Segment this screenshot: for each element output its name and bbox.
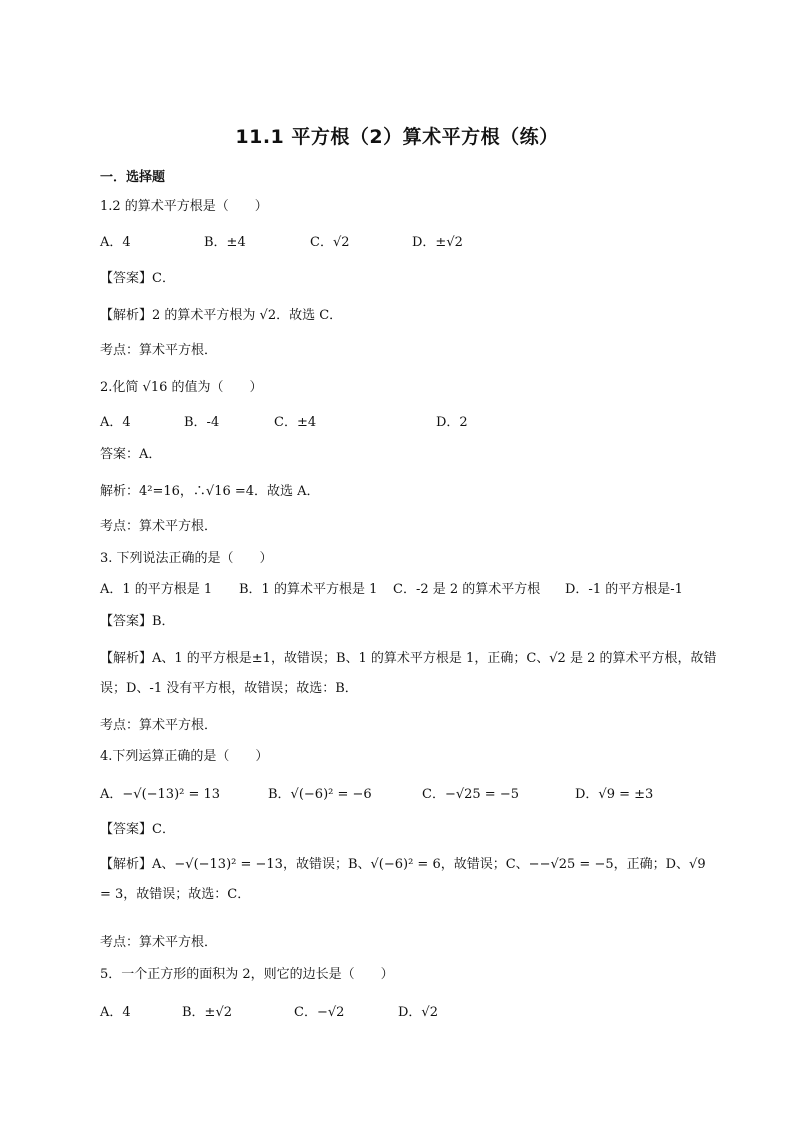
page-title: 11.1 平方根（2）算术平方根（练） <box>235 126 559 148</box>
q1-option-d: D．±√2 <box>412 235 463 250</box>
q3-option-b: B．1 的算术平方根是 1 <box>239 582 378 597</box>
q3-option-d: D．-1 的平方根是-1 <box>565 582 683 597</box>
q3-option-a: A．1 的平方根是 1 <box>100 582 213 597</box>
q2-stem: 2.化简 √16 的值为（ ） <box>100 380 263 395</box>
q2-options <box>100 414 700 432</box>
q2-answer: 答案：A． <box>100 447 162 462</box>
q4-option-a: A．−√(−13)² = 13 <box>100 787 221 802</box>
q1-options <box>100 234 700 252</box>
q4-answer: 【答案】C． <box>100 822 175 837</box>
q4-option-d: D．√9 = ±3 <box>575 787 654 802</box>
q4-option-b: B．√(−6)² = −6 <box>268 787 372 802</box>
q3-answer: 【答案】B． <box>100 614 175 629</box>
q1-option-c: C．√2 <box>310 235 350 250</box>
q2-option-b: B．-4 <box>184 415 220 430</box>
q2-option-c: C．±4 <box>274 415 317 430</box>
q4-stem: 4.下列运算正确的是（ ） <box>100 749 269 764</box>
q3-options <box>100 581 720 599</box>
q2-point: 考点：算术平方根． <box>100 519 218 534</box>
q3-point: 考点：算术平方根． <box>100 718 218 733</box>
q5-option-d: D．√2 <box>398 1005 438 1020</box>
q2-option-d: D．2 <box>436 415 468 430</box>
q3-analysis: 【解析】A、1 的平方根是±1，故错误；B、1 的算术平方根是 1，正确；C、√2 是 2 的算术平方根，故错误；D、-1 没有平方根，故错误；故选：B． <box>100 651 717 696</box>
q3-option-c: C．-2 是 2 的算术平方根 <box>393 582 541 597</box>
q4-point: 考点：算术平方根． <box>100 935 218 950</box>
q1-option-b: B．±4 <box>204 235 246 250</box>
q4-options <box>100 786 720 804</box>
q1-option-a: A．4 <box>100 235 131 250</box>
q1-stem: 1.2 的算术平方根是（ ） <box>100 199 268 214</box>
q5-option-b: B．±√2 <box>182 1005 233 1020</box>
section-heading: 一．选择题 <box>100 170 166 185</box>
q5-stem: 5．一个正方形的面积为 2，则它的边长是（ ） <box>100 967 394 982</box>
q1-answer: 【答案】C． <box>100 271 175 286</box>
q5-option-c: C．−√2 <box>294 1005 345 1020</box>
q5-option-a: A．4 <box>100 1005 131 1020</box>
q4-option-c: C．−√25 = −5 <box>422 787 519 802</box>
q2-analysis: 解析：4²=16，∴√16 =4．故选 A． <box>100 484 320 499</box>
q5-options <box>100 1004 700 1022</box>
q3-stem: 3. 下列说法正确的是（ ） <box>100 551 273 566</box>
q4-analysis: 【解析】A、−√(−13)² = −13，故错误；B、√(−6)² = 6，故错误；C、−−√25 = −5，正确；D、√9 = 3，故错误；故选：C． <box>100 857 706 902</box>
q1-analysis: 【解析】2 的算术平方根为 √2．故选 C． <box>100 308 343 323</box>
q2-option-a: A．4 <box>100 415 131 430</box>
q1-point: 考点：算术平方根． <box>100 343 218 358</box>
